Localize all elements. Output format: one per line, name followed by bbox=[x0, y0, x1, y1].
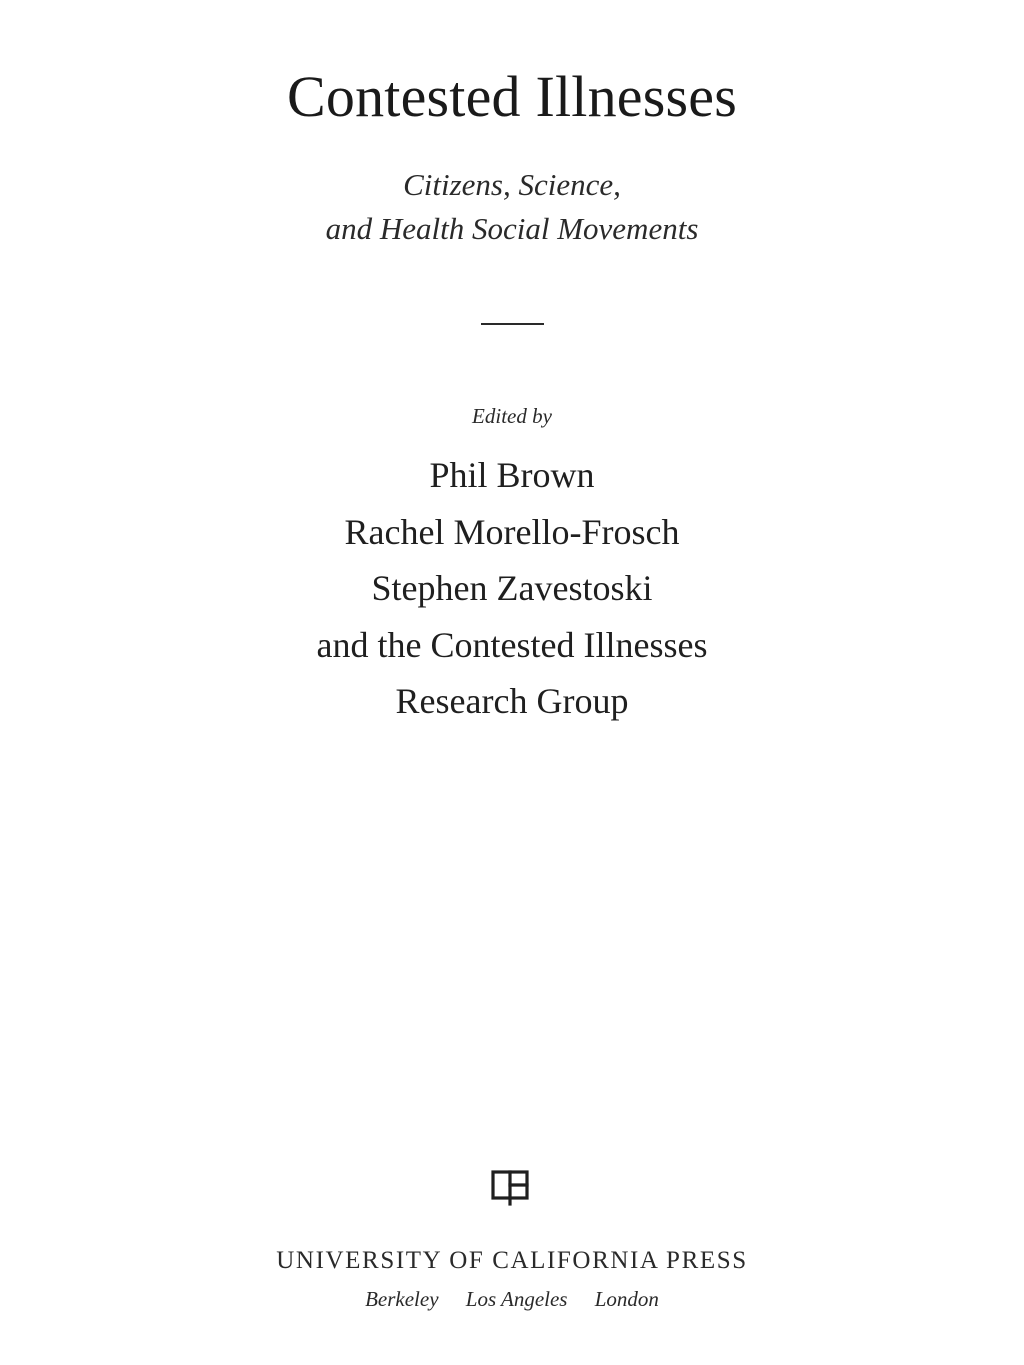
book-subtitle bbox=[0, 163, 1024, 251]
edited-by-label: Edited by bbox=[472, 404, 552, 428]
publisher-locations bbox=[0, 1284, 1024, 1314]
editor-group-line: and the Contested Illnesses bbox=[316, 624, 708, 665]
location-london: London bbox=[594, 1287, 659, 1311]
publisher-name: UNIVERSITY OF CALIFORNIA PRESS bbox=[276, 1247, 748, 1274]
editor-group-line: Research Group bbox=[395, 681, 629, 721]
book-title: Contested Illnesses bbox=[286, 64, 737, 129]
location-los-angeles: Los Angeles bbox=[465, 1287, 568, 1311]
ucpress-logo-icon bbox=[490, 1167, 530, 1207]
editor-name: Phil Brown bbox=[429, 455, 595, 495]
subtitle-line-1: Citizens, Science, bbox=[403, 167, 621, 202]
divider-rule bbox=[481, 323, 544, 325]
location-berkeley: Berkeley bbox=[365, 1287, 439, 1311]
editor-name: Stephen Zavestoski bbox=[371, 568, 653, 608]
editor-name: Rachel Morello-Frosch bbox=[344, 511, 680, 552]
subtitle-line-2: and Health Social Movements bbox=[325, 211, 699, 246]
editors-list bbox=[0, 447, 1024, 730]
